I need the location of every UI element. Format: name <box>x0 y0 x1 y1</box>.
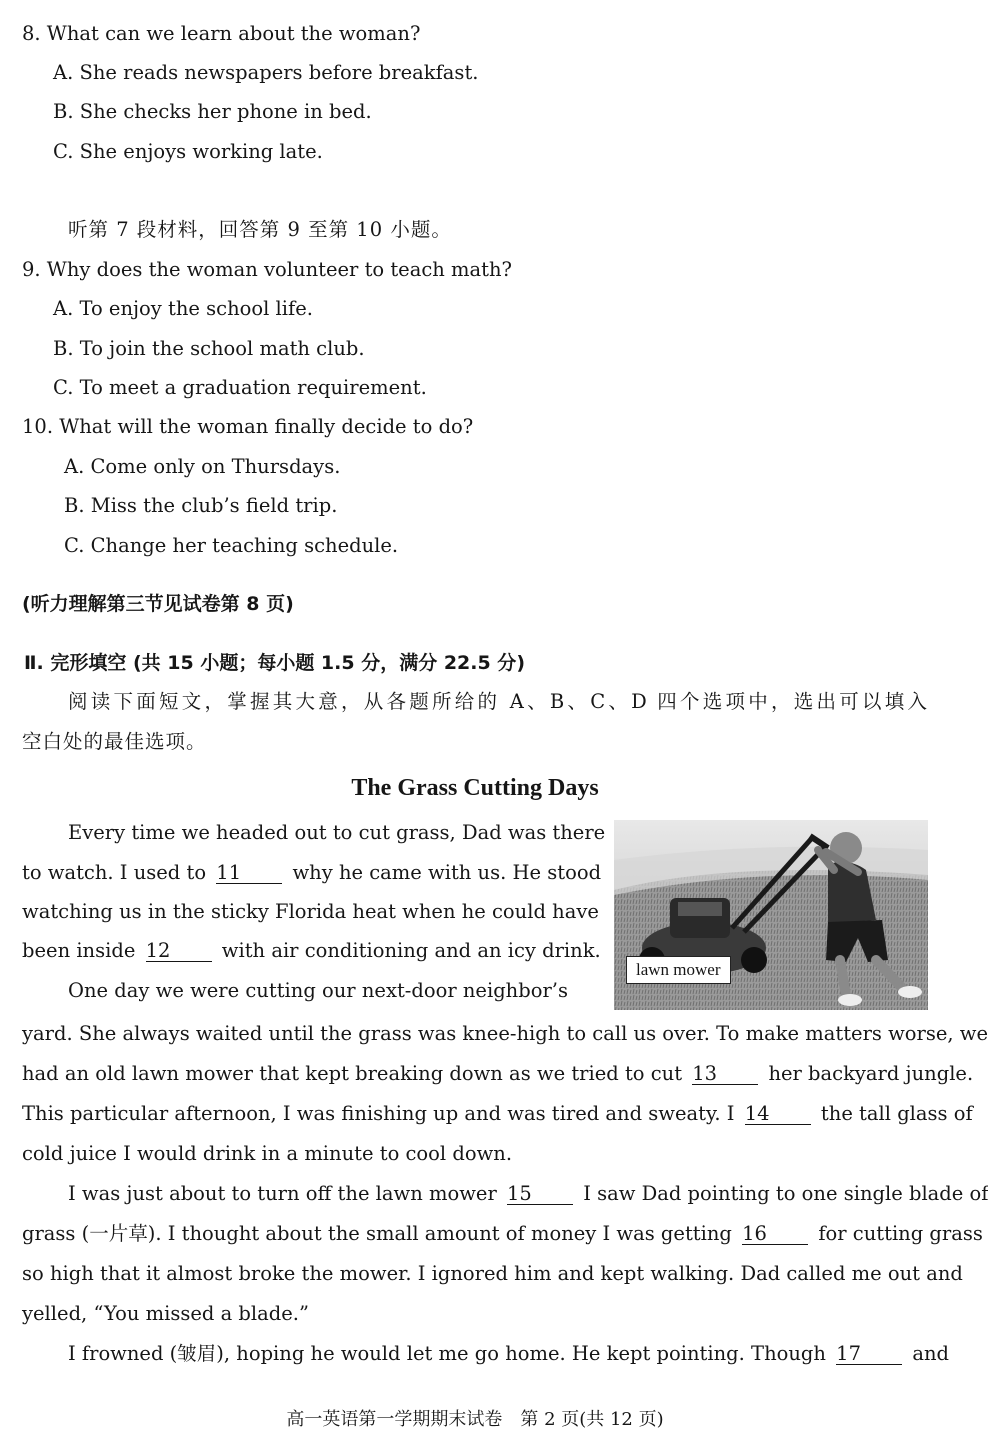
blank-14: 14 <box>745 1104 811 1125</box>
passage-line: One day we were cutting our next-door neighbor’s <box>68 979 568 1002</box>
section-7-instruction: 听第 7 段材料，回答第 9 至第 10 小题。 <box>68 218 452 241</box>
passage-line: yelled, “You missed a blade.” <box>22 1302 309 1325</box>
blank-13: 13 <box>692 1064 758 1085</box>
section-2-instruction-line-2: 空白处的最佳选项。 <box>22 730 207 753</box>
blank-16: 16 <box>742 1224 808 1245</box>
passage-line <box>22 1062 974 1086</box>
passage-text: and <box>912 1342 950 1365</box>
question-8-stem: 8. What can we learn about the woman? <box>22 22 421 45</box>
page-footer: 高一英语第一学期期末试卷 第 2 页(共 12 页) <box>286 1409 664 1430</box>
passage-line <box>68 1182 988 1206</box>
passage-text: been inside <box>22 939 136 962</box>
passage-text: to watch. I used to <box>22 861 207 884</box>
passage-line: cold juice I would drink in a minute to cool down. <box>22 1142 513 1165</box>
passage-line <box>22 861 602 885</box>
passage-title: The Grass Cutting Days <box>351 775 599 801</box>
passage-text: had an old lawn mower that kept breaking down as we tried to cut <box>22 1062 683 1085</box>
image-caption: lawn mower <box>626 956 731 984</box>
passage-text: with air conditioning and an icy drink. <box>221 939 601 962</box>
passage-text: I frowned (皱眉), hoping he would let me go home. He kept pointing. Though <box>68 1342 826 1365</box>
passage-text: I saw Dad pointing to one single blade of <box>583 1182 988 1205</box>
blank-17: 17 <box>836 1344 902 1365</box>
question-8-option-a: A. She reads newspapers before breakfast. <box>53 61 479 84</box>
question-9-option-c: C. To meet a graduation requirement. <box>53 376 427 399</box>
question-10-option-b: B. Miss the club’s field trip. <box>64 494 338 517</box>
question-9-stem: 9. Why does the woman volunteer to teach math? <box>22 258 512 281</box>
section-2-instruction-line-1: 阅读下面短文，掌握其大意，从各题所给的 A、B、C、D 四个选项中，选出可以填入 <box>68 690 928 713</box>
passage-line <box>22 939 601 963</box>
section-2-heading: Ⅱ. 完形填空 (共 15 小题；每小题 1.5 分，满分 22.5 分) <box>24 652 525 674</box>
passage-line: yard. She always waited until the grass was knee-high to call us over. To make matters worse, we <box>22 1022 988 1045</box>
passage-line <box>22 1222 983 1246</box>
passage-text: This particular afternoon, I was finishing up and was tired and sweaty. I <box>22 1102 735 1125</box>
blank-15: 15 <box>507 1184 573 1205</box>
blank-11: 11 <box>216 863 282 884</box>
passage-line: so high that it almost broke the mower. I ignored him and kept walking. Dad called me out and <box>22 1262 963 1285</box>
question-8-option-b: B. She checks her phone in bed. <box>53 100 372 123</box>
question-8-option-c: C. She enjoys working late. <box>53 140 323 163</box>
listening-note: (听力理解第三节见试卷第 8 页) <box>22 593 294 615</box>
passage-line: watching us in the sticky Florida heat when he could have <box>22 900 599 923</box>
passage-text: her backyard jungle. <box>768 1062 974 1085</box>
passage-text: grass (一片草). I thought about the small amount of money I was getting <box>22 1222 732 1245</box>
question-9-option-a: A. To enjoy the school life. <box>53 297 313 320</box>
question-10-option-a: A. Come only on Thursdays. <box>64 455 341 478</box>
question-9-option-b: B. To join the school math club. <box>53 337 365 360</box>
question-10-option-c: C. Change her teaching schedule. <box>64 534 399 557</box>
passage-line: Every time we headed out to cut grass, Dad was there <box>68 821 606 844</box>
passage-text: I was just about to turn off the lawn mower <box>68 1182 497 1205</box>
blank-12: 12 <box>146 941 212 962</box>
passage-text: why he came with us. He stood <box>292 861 602 884</box>
passage-line <box>68 1342 950 1366</box>
passage-line <box>22 1102 973 1126</box>
question-10-stem: 10. What will the woman finally decide to do? <box>22 415 474 438</box>
passage-text: the tall glass of <box>820 1102 973 1125</box>
passage-text: for cutting grass <box>818 1222 983 1245</box>
